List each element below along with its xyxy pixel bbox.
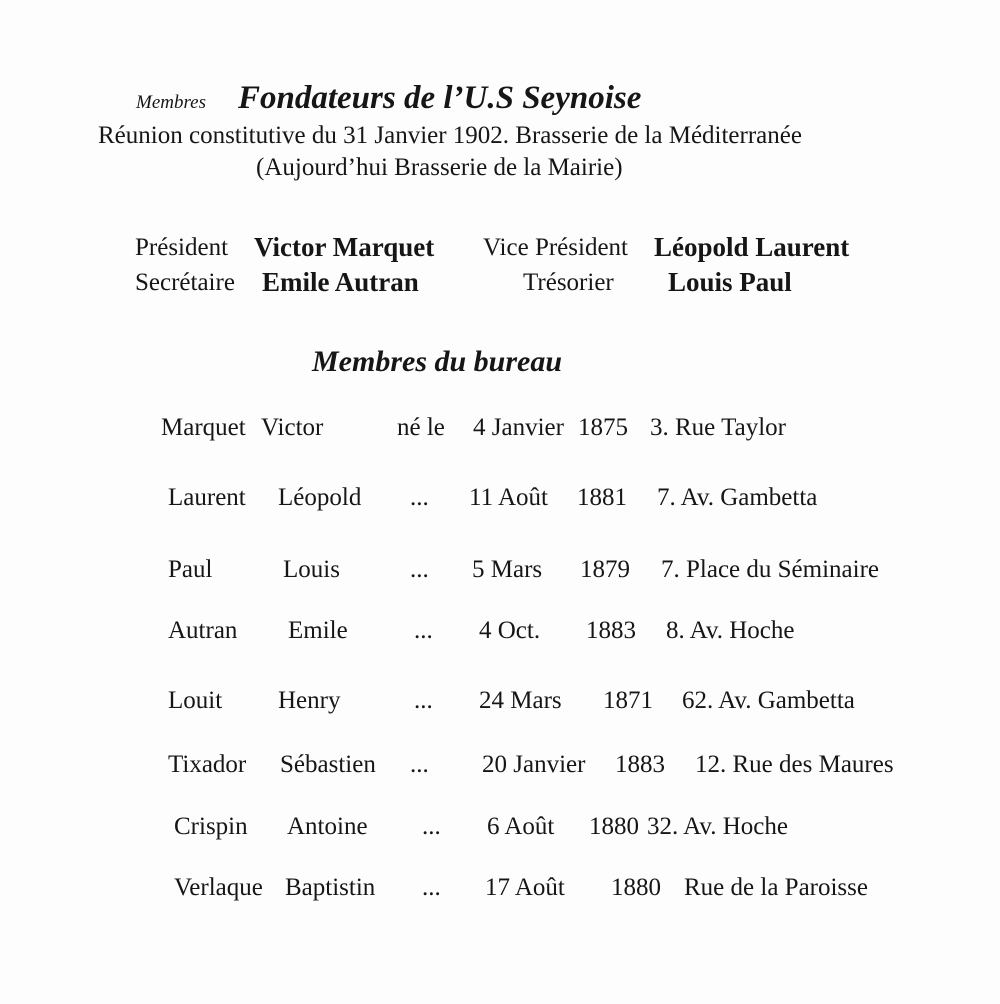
member-separator: ...	[410, 484, 429, 511]
officer-name-president: Victor Marquet	[254, 232, 435, 262]
member-birth-year: 1880	[589, 813, 639, 840]
officer-name-secretary: Emile Autran	[262, 267, 419, 297]
member-separator: né le	[397, 414, 445, 441]
officer-role-president: Président	[135, 234, 229, 261]
bureau-heading: Membres du bureau	[312, 345, 563, 378]
member-separator: ...	[414, 687, 433, 714]
member-birth-year: 1875	[578, 414, 628, 441]
member-birth-year: 1881	[577, 484, 627, 511]
officer-name-treasurer: Louis Paul	[668, 267, 792, 297]
member-birth-date: 24 Mars	[479, 687, 562, 714]
member-surname: Laurent	[168, 484, 246, 511]
member-firstname: Victor	[261, 414, 324, 441]
officer-role-secretary: Secrétaire	[135, 269, 235, 296]
member-birth-year: 1883	[615, 751, 665, 778]
member-birth-year: 1879	[580, 556, 630, 583]
member-birth-date: 6 Août	[487, 813, 555, 840]
officer-role-vice-president: Vice Président	[483, 234, 628, 261]
member-firstname: Emile	[288, 617, 348, 644]
member-birth-date: 20 Janvier	[482, 751, 586, 778]
member-firstname: Louis	[283, 556, 340, 583]
member-surname: Tixador	[168, 751, 247, 778]
member-address: Rue de la Paroisse	[684, 874, 868, 901]
member-birth-date: 4 Oct.	[479, 617, 541, 644]
member-birth-date: 4 Janvier	[473, 414, 564, 441]
member-firstname: Antoine	[287, 813, 368, 840]
member-address: 32. Av. Hoche	[647, 813, 788, 840]
member-address: 7. Av. Gambetta	[657, 484, 818, 511]
member-address: 7. Place du Séminaire	[661, 556, 879, 583]
member-birth-year: 1883	[586, 617, 636, 644]
member-birth-year: 1880	[611, 874, 661, 901]
member-address: 12. Rue des Maures	[695, 751, 894, 778]
member-address: 8. Av. Hoche	[666, 617, 795, 644]
member-birth-year: 1871	[603, 687, 653, 714]
member-separator: ...	[414, 617, 433, 644]
title-prefix: Membres	[136, 92, 206, 113]
member-birth-date: 17 Août	[485, 874, 565, 901]
officer-name-vice-president: Léopold Laurent	[654, 232, 850, 262]
member-birth-date: 11 Août	[469, 484, 548, 511]
member-firstname: Sébastien	[280, 751, 376, 778]
officer-role-treasurer: Trésorier	[523, 269, 614, 296]
member-separator: ...	[410, 556, 429, 583]
member-firstname: Léopold	[278, 484, 362, 511]
member-surname: Verlaque	[174, 874, 263, 901]
member-birth-date: 5 Mars	[472, 556, 543, 583]
member-firstname: Henry	[278, 687, 341, 714]
member-surname: Crispin	[174, 813, 248, 840]
member-surname: Paul	[168, 556, 213, 583]
member-surname: Autran	[168, 617, 238, 644]
member-separator: ...	[422, 813, 441, 840]
member-separator: ...	[410, 751, 429, 778]
subtitle-line-2: (Aujourd’hui Brasserie de la Mairie)	[256, 154, 623, 181]
member-separator: ...	[422, 874, 441, 901]
member-firstname: Baptistin	[285, 874, 376, 901]
page-title: Fondateurs de l’U.S Seynoise	[238, 80, 642, 116]
member-address: 62. Av. Gambetta	[682, 687, 855, 714]
member-surname: Louit	[168, 687, 223, 714]
member-surname: Marquet	[161, 414, 246, 441]
member-address: 3. Rue Taylor	[650, 414, 786, 441]
subtitle-line-1: Réunion constitutive du 31 Janvier 1902. Brasserie de la Méditerranée	[98, 122, 802, 149]
